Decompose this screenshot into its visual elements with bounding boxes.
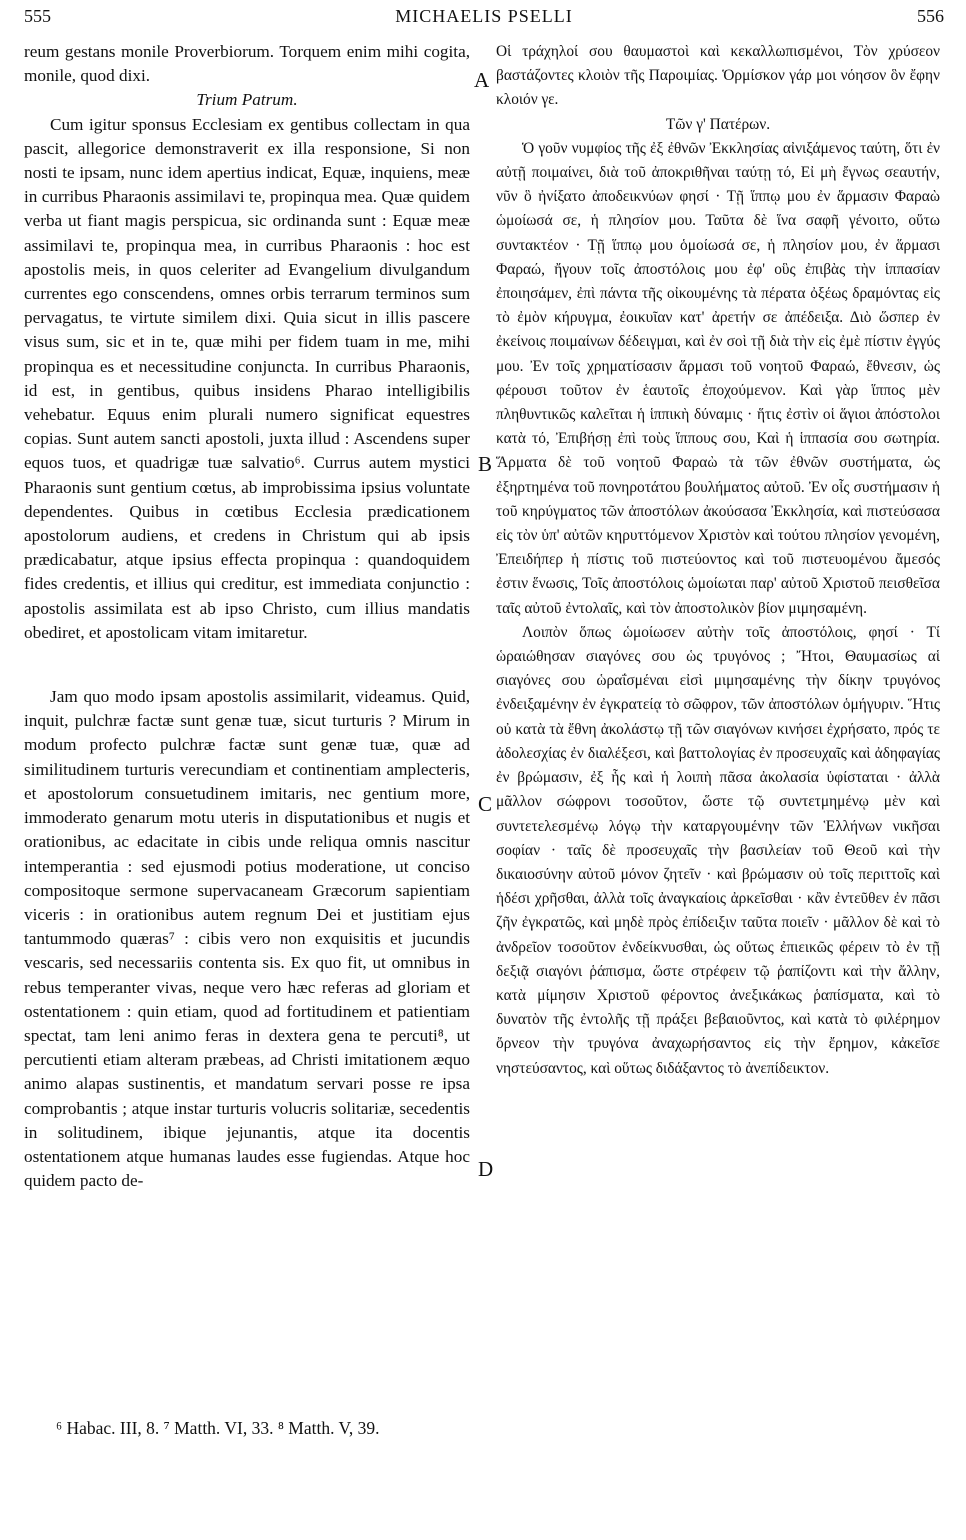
running-title: MICHAELIS PSELLI [395,6,573,26]
section-marker-c: C [478,792,493,816]
greek-column [496,40,940,1081]
latin-paragraph-2: Cum igitur sponsus Ecclesiam ex gentibus collectam in qua pascit, allegorice demonstraverit ex illa responsione, Si non nosti te ipsam, nunc idem apertius indicat, Equæ, inquiens, meæ in curribus Pharaonis assimilavi te, propinqua mea. Quæ quidem verba ut fiant magis perspicua, sic ordinanda sunt : Equæ meæ assimilavi te, propinqua mea, in curribus Pharaonis : hoc est apostolis meis, in quos celeriter ad Evangelium divulgandum currentes ego conscendens, omnes orbis terrarum terminos sum pervagatus, te virtute similem dixi. Quia sicut in illis pascere visus sum, sic et in te, quæ mihi per fidem tuam in me, mihi propinqua es et necessitudine conjuncta. In curribus Pharaonis, id est, in gentibus, quibus insidens Pharao intelligibilis vehebatur. Equus enim plurali numero significat equestres copias. Sunt autem sancti apostoli, juxta illud : Ascendens super equos tuos, et quadrigæ tuæ salvatio⁶. Currus autem mystici Pharaonis sunt gentium cœtus, ab improbissima ipsius voluntate dependentes. Quibus in cœtibus Ecclesia prædicationem apostolorum audiens, et credens in Christum qui ab ipsis prædicabatur, atque ipsius effecta propinqua : quandoquidem fides credentis, et illius qui creditur, est immediata conjunctio : apostolis assimilata est ab ipso Christo, cum illius mandatis obediret, et apostolicam vitam imitaretur. [24,114,470,642]
running-header [24,6,944,32]
latin-paragraph-3: Jam quo modo ipsam apostolis assimilarit, videamus. Quid, inquit, pulchræ factæ sunt genæ tuæ, sicut turturis ? Mirum in modum profecto pulchræ factæ sunt genæ tuæ, quæ ad similitudinem turturis verecundiam et continentiam amplecteris, et apostolorum consuetudinem imitaris, nec gentium more, immoderato genarum motu uteris in disputationibus et nugis et orationibus, ac edacitate in cibis unde reliqua omnis nascitur intemperantia : sed ejusmodi potius moderatione, ut conciso compositoque sermone supervacaneam Græcorum sapientiam viceris : in orationibus autem regnum Dei et justitiam ejus tantummodo quæras⁷ : cibis vero non exquisitis et jucundis vescaris, sed necessariis contenta sis. Ex quo fit, ut omnibus in rebus temperanter vivas, neque vero hæc referas ad gloriam et ostentationem : quin etiam, quod ad fortitudinem et patientiam spectat, tam leni animo feras in dextera gena te percuti⁸, ut percutienti etiam alteram præbeas, ad Christi imitationem æquo animo alapas sustinentis, et mandatum servari posse re ipsa comprobantis ; atque instar turturis volucris solitariæ, secedentis in solitudinem, ibique jejunantis, atque ita docentis ostentationem atque humanas laudes esse fugiendas. Atque hoc quidem pacto de- [24,687,470,1191]
page-number-left: 555 [24,6,51,26]
greek-paragraph-3: Λοιπὸν ὅπως ὡμοίωσεν αὐτὴν τοῖς ἀποστόλοις, φησί · Τί ὡραιώθησαν σιαγόνες σου ὡς τρυγόνος ; Ἤτοι, Θαυμασίως αἱ σιαγόνες σου ὡραΐσμέναι εἰσὶ μιμησαμένης τὴν δίκην τρυγόνος ἐνδειξαμένην ἐν ἐγκρατείᾳ τὸ σῶφρον, τῶν ἀποστόλων ὁμήγυριν. Ἥτις οὐ κατὰ τὰ ἔθνη ἀκολάστῳ τῇ τῶν σιαγόνων κινήσει ἐχρήσατο, πρός τε ἀδολεσχίας ἐν διαλέξεσι, καὶ βαττολογίας ἐν προσευχαῖς καὶ ἀδηφαγίας ἐν βρώμασιν, ἐξ ἧς καὶ ἡ λοιπὴ πᾶσα ἀκολασία ὑφίσταται · ἀλλὰ μᾶλλον σώφρονι τοσοῦτον, ὥστε τῷ συντετμημένῳ μὲν καὶ συντετελεσμένῳ λόγῳ τὴν καταργουμένην τῶν Ἑλλήνων νικῆσαι σοφίαν · ταῖς δὲ προσευχαῖς τὴν βασιλείαν τοῦ Θεοῦ καὶ τὴν δικαιοσύνην αὐτοῦ μόνον ζητεῖν · καὶ βρώμασιν οὐ τοῖς περιττοῖς καὶ ἡδέσι χρῆσθαι, ἀλλὰ τοῖς ἀναγκαίοις ἀρκεῖσθαι · κἂν ἐντεῦθεν ἐν πᾶσι ζῆν ἐγκρατῶς, καὶ μηδὲ πρὸς ἐπίδειξιν ταῦτα ποιεῖν · μᾶλλον δὲ καὶ τὸ ἀνδρεῖον τοσοῦτον ἐνδείκνυσθαι, ὡς οὕτως ἐπιεικῶς φέρειν τὸ ἐν τῇ δεξιᾷ σιαγόνι ῥάπισμα, ὥστε στρέφειν τῷ ῥαπίζοντι καὶ τὴν ἄλλην, κατὰ μίμησιν Χριστοῦ φέροντος ἀνεξικάκως ῥαπίσματα, καὶ τὸ δυνατὸν τῆς ἐντολῆς τῇ πράξει βεβαιοῦντος, καὶ κατὰ τὸ φιλέρημον ὄρνεον τὴν τρυγόνα ἀναχωρήσαντος εἰς τὴν ἔρημον, κἀκεῖσε νηστεύσαντος, καὶ οὕτως διδάξαντος τὸ ἀνεπίδεικτον. [496,623,940,1077]
footnotes: ⁶ Habac. III, 8. ⁷ Matth. VI, 33. ⁸ Matth. V, 39. [56,1418,380,1438]
greek-heading: Τῶν γ' Πατέρων. [665,115,771,133]
latin-column [24,40,470,1193]
page-number-right: 556 [917,6,944,26]
section-marker-a: A [474,68,490,92]
greek-paragraph-1: Οἱ τράχηλοί σου θαυμαστοὶ καὶ κεκαλλωπισμένοι, Τὸν χρύσεον βαστάζοντες κλοιὸν τῆς Παροιμίας. Ὁρμίσκον γάρ μοι νόησον ὃν ἔφην κλοιόν γε. [496,43,940,109]
section-marker-d: D [478,1157,494,1181]
section-marker-b: B [478,452,493,476]
latin-paragraph-1: reum gestans monile Proverbiorum. Torquem enim mihi cogita, monile, quod dixi. [24,42,470,86]
greek-paragraph-2: Ὁ γοῦν νυμφίος τῆς ἐξ ἐθνῶν Ἐκκλησίας αἰνιξάμενος ταύτη, ὅτι ἐν αὐτῇ ποιμαίνει, διὰ τοῦ ἀποκριθῆναι ταύτῃ τό, Εἰ μὴ ἔγνως σεαυτήν, νῦν ὃ ἠνίξατο ἀποδεικνύων φησί · Τῇ ἵππῳ μου ἐν ἅρμασιν Φαραὼ ὡμοίωσά σε, ἡ πλησίον μου. Ταῦτα δὲ ἵνα σαφῆ γένοιτο, οὕτω συντακτέον · Τῇ ἵππῳ μου ὁμοίωσά σε, ἡ πλησίον μου, ἐν ἅρμασι Φαραώ, ἤγουν τοῖς ἀποστόλοις μου ἐφ' οὓς ἐπιβὰς τὴν ἱππασίαν ἐποιησάμεν, ἐπὶ πάντα τῆς οἰκουμένης τὰ πέρατα ὀξέως δραμόντας εἰς τὸ ἐμὸν κήρυγμα, ἐοικυῖαν κατ' ἀρετήν σε ἀπέδειξα. Διὸ ὥσπερ ἐν ἐκείνοις ποιμαίνων δέδειγμαι, καὶ ἐν σοὶ τῇ διὰ τὴν εἰς ἐμὲ πίστιν ἐγγύς μου. Ἐν τοῖς χρηματίσασιν ἅρμασι τοῦ νοητοῦ Φαραώ, ἔθνεσιν, ὡς φέρουσι τοῦτον ἐν ἑαυτοῖς ἐποχούμενον. Καὶ γὰρ ἵππος μὲν πληθυντικῶς καλεῖται ἡ ἱππικὴ δύναμις · ἥτις ἐστὶν οἱ ἅγιοι ἀπόστολοι κατὰ τό, Ἐπιβήσῃ ἐπὶ τοὺς ἵππους σου, Καὶ ἡ ἱππασία σου σωτηρία. Ἅρματα δὲ τοῦ νοητοῦ Φαραὼ τὰ τῶν ἐθνῶν συστήματα, ὡς ἐξηρτημένα τοῦ πονηροτάτου βουλήματος αὐτοῦ. Ἐν οἷς συστήμασιν ἡ τοῦ κηρύγματος τῶν ἀποστόλων ἀκούσασα Ἐκκλησία, καὶ πιστεύσασα εἰς τὸν ὑπ' αὐτῶν κηρυττόμενον Χριστὸν καὶ τούτου πλησίον γενομένη, Ἐπειδήπερ ἡ πίστις τοῦ πιστεύοντος καὶ τοῦ πιστευομένου ἄμεσός ἐστιν ἕνωσις, Τοῖς ἀποστόλοις ὡμοίωται παρ' αὐτοῦ Χριστοῦ πεισθεῖσα ταῖς αὐτοῦ ἐντολαῖς, καὶ τὸν ἀποστολικὸν βίον μιμησαμένη. [496,139,940,617]
latin-heading: Trium Patrum. [196,90,298,110]
